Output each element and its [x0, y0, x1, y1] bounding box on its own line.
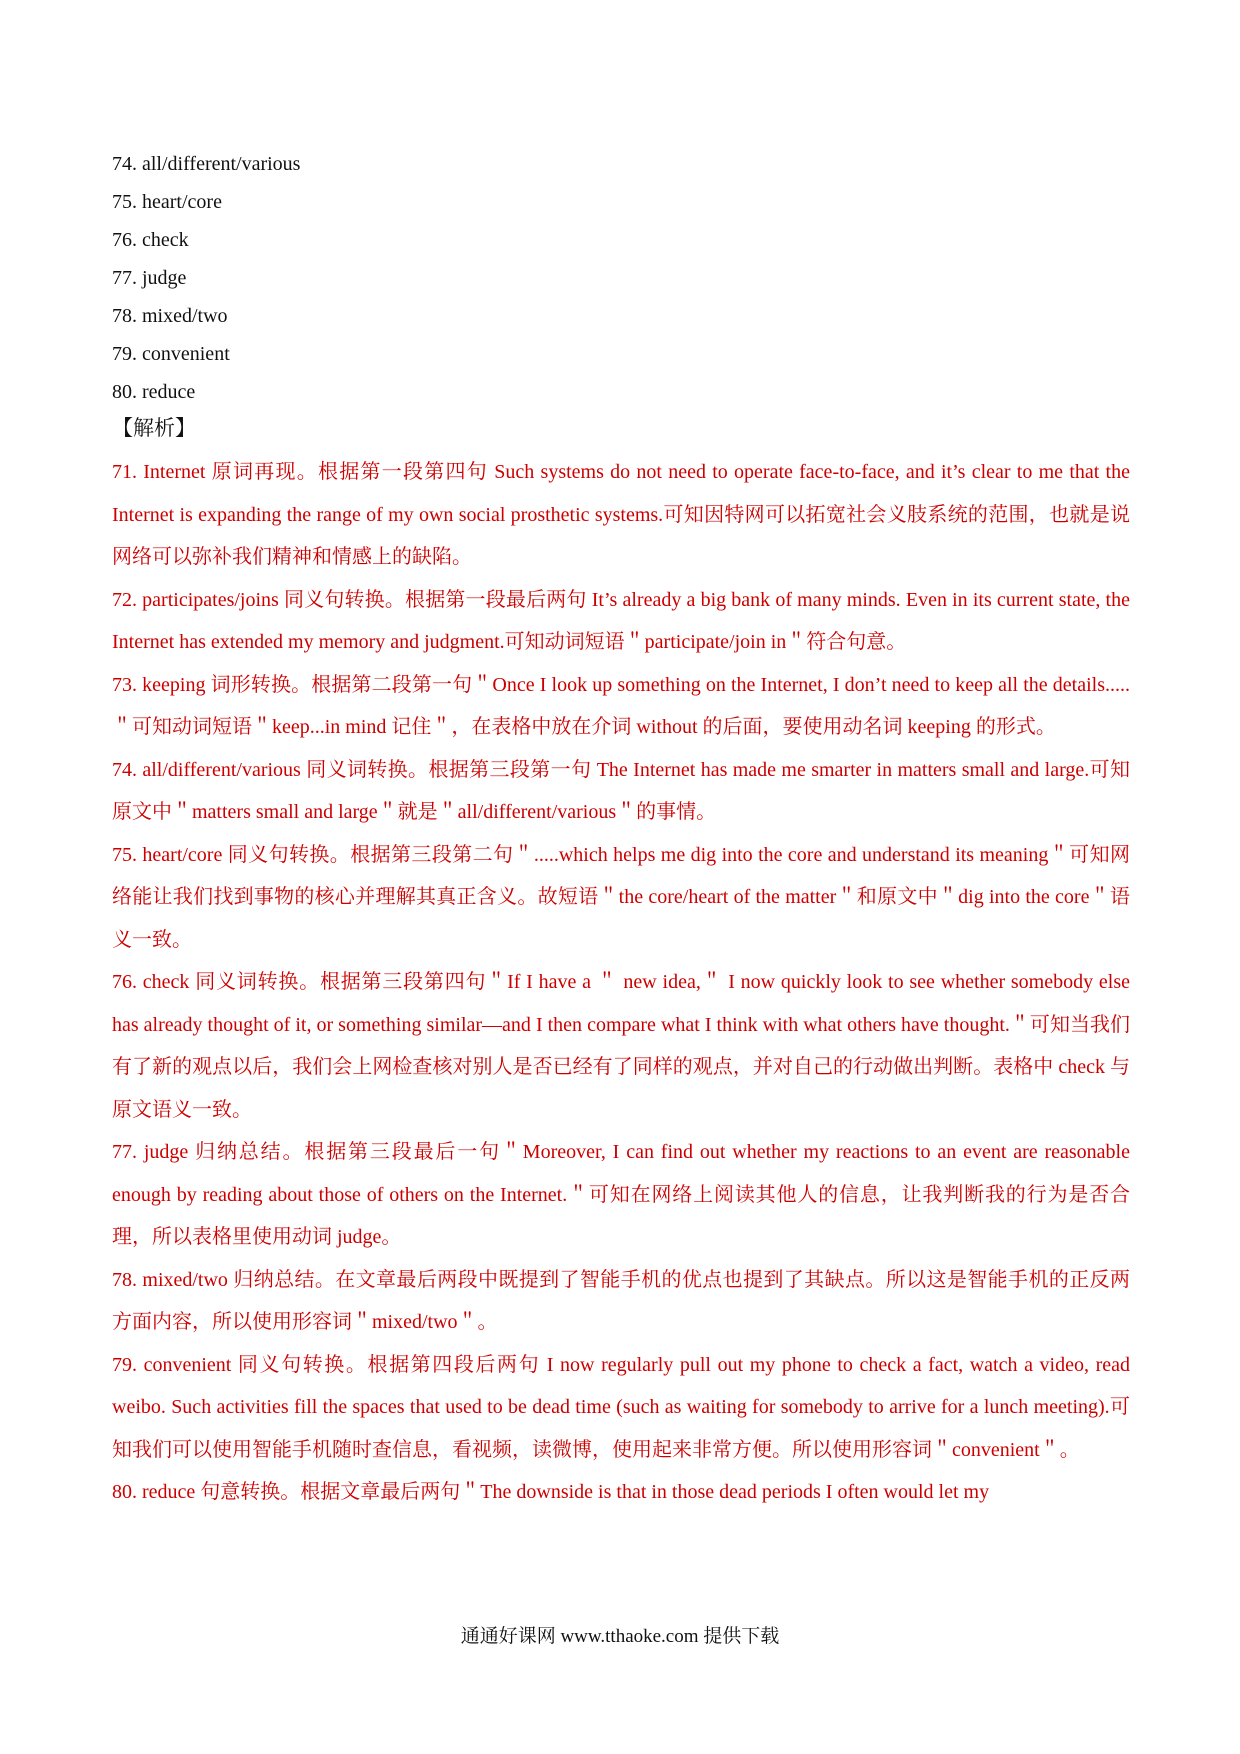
answer-item: 74. all/different/various — [112, 153, 301, 175]
answer-item: 76. check — [112, 229, 189, 251]
analysis-paragraph: 79. convenient 同义句转换。根据第四段后两句 I now regularly pull out my phone to check a fact, watch a video, read weibo. Such activities fill the spaces that used to be dead time (such as waiting for somebody to arrive for a lunch meeting).可知我们可以使用智能手机随时查信息，看视频，读微博，使用起来非常方便。所以使用形容词＂convenient＂。 — [112, 1353, 1130, 1461]
answer-item: 79. convenient — [112, 343, 230, 365]
analysis-paragraph: 72. participates/joins 同义句转换。根据第一段最后两句 It’s already a big bank of many minds. Even in its current state, the Internet has extended my memory and judgment.可知动词短语＂participate/join in＂符合句意。 — [112, 588, 1130, 653]
analysis-paragraph: 75. heart/core 同义句转换。根据第三段第二句＂.....which helps me dig into the core and understand its meaning＂可知网络能让我们找到事物的核心并理解其真正含义。故短语＂the core/heart of the matter＂和原文中＂dig into the core＂语义一致。 — [112, 843, 1130, 951]
analysis-paragraph: 77. judge 归纳总结。根据第三段最后一句＂Moreover, I can find out whether my reactions to an event are reasonable enough by reading about those of others on the Internet.＂可知在网络上阅读其他人的信息，让我判断我的行为是否合理，所以表格里使用动词 judge。 — [112, 1141, 1130, 1248]
page-footer: 通通好课网 www.tthaoke.com 提供下载 — [460, 1626, 780, 1647]
analysis-paragraph: 78. mixed/two 归纳总结。在文章最后两段中既提到了智能手机的优点也提到了其缺点。所以这是智能手机的正反两方面内容，所以使用形容词＂mixed/two＂。 — [112, 1268, 1130, 1333]
analysis-paragraph: 74. all/different/various 同义词转换。根据第三段第一句 The Internet has made me smarter in matters small and large.可知原文中＂matters small and large＂就是＂all/different/various＂的事情。 — [112, 758, 1130, 823]
analysis-paragraph: 73. keeping 词形转换。根据第二段第一句＂Once I look up something on the Internet, I don’t need to keep all the details.....＂可知动词短语＂keep...in mind 记住＂，在表格中放在介词 without 的后面，要使用动名词 keeping 的形式。 — [112, 673, 1130, 738]
analysis-section — [112, 451, 1130, 1514]
answer-item: 77. judge — [112, 267, 187, 289]
analysis-heading: 【解析】 — [112, 416, 196, 440]
answer-list — [112, 145, 1132, 411]
analysis-paragraph: 76. check 同义词转换。根据第三段第四句＂If I have a ＂ new idea,＂ I now quickly look to see whether somebody else has already thought of it, or something similar—and I then compare what I think with what others have thought.＂可知当我们有了新的观点以后，我们会上网检查核对别人是否已经有了同样的观点，并对自己的行动做出判断。表格中 check 与原文语义一致。 — [112, 971, 1130, 1121]
answer-item: 75. heart/core — [112, 191, 222, 213]
answer-item: 78. mixed/two — [112, 305, 228, 327]
analysis-paragraph: 80. reduce 句意转换。根据文章最后两句＂The downside is that in those dead periods I often would let my — [112, 1481, 990, 1503]
analysis-paragraph: 71. Internet 原词再现。根据第一段第四句 Such systems do not need to operate face-to-face, and it’s clear to me that the Internet is expanding the range of my own social prosthetic systems.可知因特网可以拓宽社会义肢系统的范围，也就是说网络可以弥补我们精神和情感上的缺陷。 — [112, 461, 1130, 568]
answer-item: 80. reduce — [112, 381, 196, 403]
